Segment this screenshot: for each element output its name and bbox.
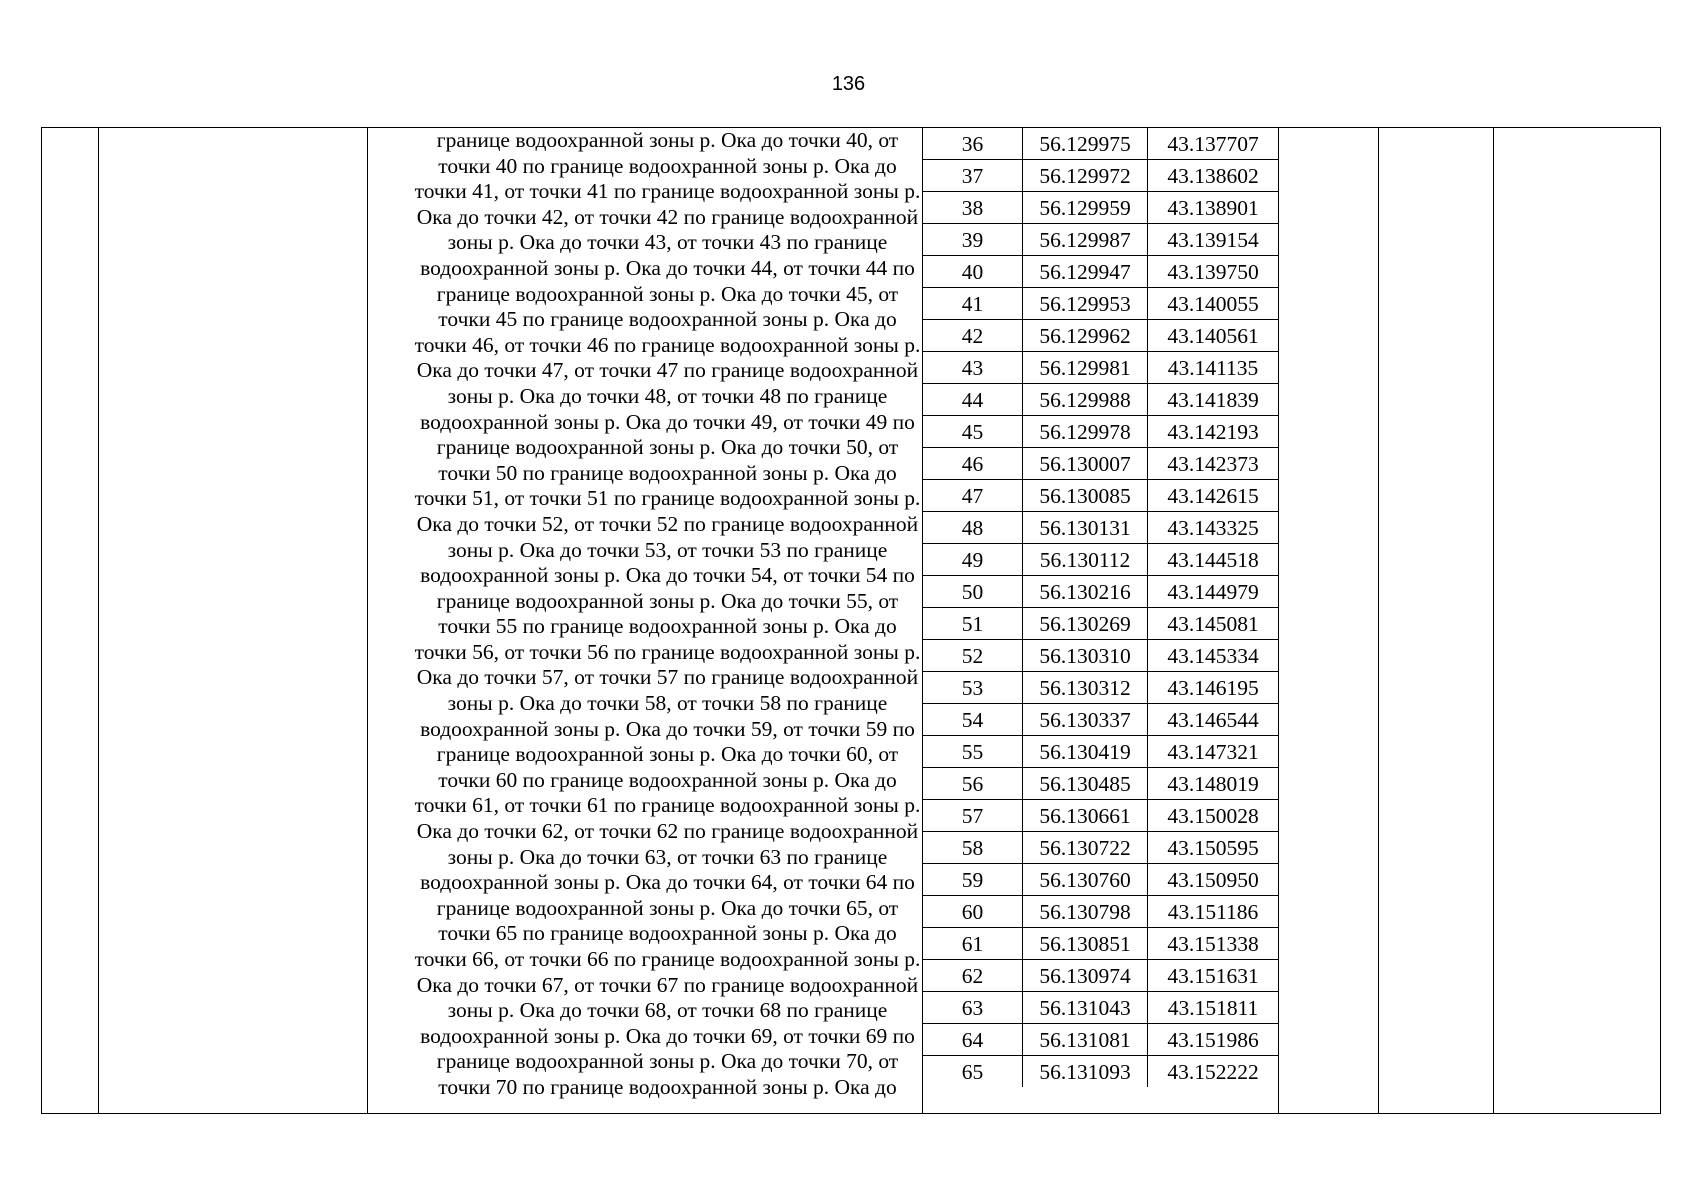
point-number-cell: 45 xyxy=(923,416,1023,448)
latitude-cell: 56.130760 xyxy=(1023,864,1148,896)
boundary-table xyxy=(41,127,1661,1114)
latitude-cell: 56.129953 xyxy=(1023,288,1148,320)
table-row xyxy=(923,736,1279,768)
point-number-cell: 65 xyxy=(923,1056,1023,1088)
description-line: водоохранной зоны р. Ока до точки 59, от точки 59 по xyxy=(420,716,915,741)
longitude-cell: 43.139154 xyxy=(1148,224,1279,256)
latitude-cell: 56.130310 xyxy=(1023,640,1148,672)
point-number-cell: 62 xyxy=(923,960,1023,992)
point-number-cell: 43 xyxy=(923,352,1023,384)
table-row xyxy=(923,640,1279,672)
table-row xyxy=(923,800,1279,832)
column-divider xyxy=(98,128,99,1113)
table-row xyxy=(923,704,1279,736)
point-number-cell: 50 xyxy=(923,576,1023,608)
longitude-cell: 43.140055 xyxy=(1148,288,1279,320)
longitude-cell: 43.145334 xyxy=(1148,640,1279,672)
description-line: точки 56, от точки 56 по границе водоохранной зоны р. xyxy=(414,639,921,664)
longitude-cell: 43.141839 xyxy=(1148,384,1279,416)
description-line: точки 50 по границе водоохранной зоны р. Ока до xyxy=(438,460,897,485)
boundary-description-cell xyxy=(370,128,965,1113)
longitude-cell: 43.151338 xyxy=(1148,928,1279,960)
point-number-cell: 61 xyxy=(923,928,1023,960)
latitude-cell: 56.130798 xyxy=(1023,896,1148,928)
table-row xyxy=(923,512,1279,544)
description-line: водоохранной зоны р. Ока до точки 44, от точки 44 по xyxy=(420,255,915,280)
point-number-cell: 47 xyxy=(923,480,1023,512)
description-line: зоны р. Ока до точки 53, от точки 53 по границе xyxy=(447,537,888,562)
description-line: границе водоохранной зоны р. Ока до точки 60, от xyxy=(436,742,899,767)
table-row xyxy=(923,608,1279,640)
latitude-cell: 56.130419 xyxy=(1023,736,1148,768)
longitude-cell: 43.138901 xyxy=(1148,192,1279,224)
point-number-cell: 51 xyxy=(923,608,1023,640)
table-row xyxy=(923,416,1279,448)
description-line: границе водоохранной зоны р. Ока до точки 55, от xyxy=(436,588,899,613)
description-line: границе водоохранной зоны р. Ока до точки 40, от xyxy=(436,128,899,152)
latitude-cell: 56.129975 xyxy=(1023,128,1148,160)
latitude-cell: 56.131081 xyxy=(1023,1024,1148,1056)
description-line: границе водоохранной зоны р. Ока до точки 70, от xyxy=(436,1049,899,1074)
table-row xyxy=(923,672,1279,704)
longitude-cell: 43.151986 xyxy=(1148,1024,1279,1056)
description-line: точки 46, от точки 46 по границе водоохранной зоны р. xyxy=(414,332,921,357)
point-number-cell: 53 xyxy=(923,672,1023,704)
latitude-cell: 56.130974 xyxy=(1023,960,1148,992)
table-row xyxy=(923,896,1279,928)
table-row xyxy=(923,192,1279,224)
description-line: Ока до точки 57, от точки 57 по границе водоохранной xyxy=(416,665,919,690)
table-row xyxy=(923,128,1279,160)
point-number-cell: 55 xyxy=(923,736,1023,768)
point-number-cell: 48 xyxy=(923,512,1023,544)
table-row xyxy=(923,224,1279,256)
description-line: точки 66, от точки 66 по границе водоохранной зоны р. xyxy=(414,947,921,971)
latitude-cell: 56.130216 xyxy=(1023,576,1148,608)
latitude-cell: 56.130007 xyxy=(1023,448,1148,480)
latitude-cell: 56.130269 xyxy=(1023,608,1148,640)
latitude-cell: 56.130312 xyxy=(1023,672,1148,704)
description-line: точки 61, от точки 61 по границе водоохранной зоны р. xyxy=(414,793,921,818)
latitude-cell: 56.131093 xyxy=(1023,1056,1148,1088)
description-line: границе водоохранной зоны р. Ока до точки 45, от xyxy=(436,281,899,306)
longitude-cell: 43.139750 xyxy=(1148,256,1279,288)
longitude-cell: 43.151186 xyxy=(1148,896,1279,928)
longitude-cell: 43.144979 xyxy=(1148,576,1279,608)
latitude-cell: 56.129987 xyxy=(1023,224,1148,256)
description-line: Ока до точки 62, от точки 62 по границе водоохранной xyxy=(416,819,919,844)
latitude-cell: 56.129978 xyxy=(1023,416,1148,448)
point-number-cell: 49 xyxy=(923,544,1023,576)
description-line: зоны р. Ока до точки 68, от точки 68 по границе xyxy=(447,998,888,1023)
latitude-cell: 56.130851 xyxy=(1023,928,1148,960)
table-row xyxy=(923,768,1279,800)
table-row xyxy=(923,352,1279,384)
latitude-cell: 56.130112 xyxy=(1023,544,1148,576)
table-row xyxy=(923,256,1279,288)
description-line: точки 60 по границе водоохранной зоны р. Ока до xyxy=(438,767,897,792)
latitude-cell: 56.129947 xyxy=(1023,256,1148,288)
description-line: зоны р. Ока до точки 58, от точки 58 по границе xyxy=(447,691,888,716)
table-row xyxy=(923,960,1279,992)
longitude-cell: 43.146544 xyxy=(1148,704,1279,736)
description-line: зоны р. Ока до точки 48, от точки 48 по границе xyxy=(447,383,888,408)
table-row xyxy=(923,576,1279,608)
point-number-cell: 59 xyxy=(923,864,1023,896)
longitude-cell: 43.142193 xyxy=(1148,416,1279,448)
table-row xyxy=(923,864,1279,896)
latitude-cell: 56.130722 xyxy=(1023,832,1148,864)
description-line: водоохранной зоны р. Ока до точки 54, от точки 54 по xyxy=(420,563,915,588)
point-number-cell: 42 xyxy=(923,320,1023,352)
latitude-cell: 56.130085 xyxy=(1023,480,1148,512)
point-number-cell: 41 xyxy=(923,288,1023,320)
longitude-cell: 43.150950 xyxy=(1148,864,1279,896)
table-row xyxy=(923,992,1279,1024)
longitude-cell: 43.146195 xyxy=(1148,672,1279,704)
description-line: точки 51, от точки 51 по границе водоохранной зоны р. xyxy=(414,486,921,511)
longitude-cell: 43.145081 xyxy=(1148,608,1279,640)
point-number-cell: 37 xyxy=(923,160,1023,192)
description-line: водоохранной зоны р. Ока до точки 69, от точки 69 по xyxy=(420,1023,915,1048)
table-row xyxy=(923,544,1279,576)
longitude-cell: 43.144518 xyxy=(1148,544,1279,576)
description-line: Ока до точки 47, от точки 47 по границе водоохранной xyxy=(416,358,919,383)
coordinates-table xyxy=(923,128,1279,1087)
latitude-cell: 56.129972 xyxy=(1023,160,1148,192)
longitude-cell: 43.138602 xyxy=(1148,160,1279,192)
point-number-cell: 58 xyxy=(923,832,1023,864)
latitude-cell: 56.129959 xyxy=(1023,192,1148,224)
longitude-cell: 43.150028 xyxy=(1148,800,1279,832)
column-divider xyxy=(1378,128,1379,1113)
description-line: точки 70 по границе водоохранной зоны р. Ока до xyxy=(438,1074,897,1099)
table-row xyxy=(923,448,1279,480)
description-line: Ока до точки 42, от точки 42 по границе водоохранной xyxy=(416,204,919,229)
description-line: точки 65 по границе водоохранной зоны р. Ока до xyxy=(438,921,897,946)
page-number: 136 xyxy=(831,73,866,95)
point-number-cell: 38 xyxy=(923,192,1023,224)
latitude-cell: 56.130661 xyxy=(1023,800,1148,832)
latitude-cell: 56.130131 xyxy=(1023,512,1148,544)
latitude-cell: 56.130337 xyxy=(1023,704,1148,736)
longitude-cell: 43.142373 xyxy=(1148,448,1279,480)
longitude-cell: 43.147321 xyxy=(1148,736,1279,768)
latitude-cell: 56.131043 xyxy=(1023,992,1148,1024)
description-line: зоны р. Ока до точки 43, от точки 43 по границе xyxy=(447,230,888,255)
table-row xyxy=(923,480,1279,512)
longitude-cell: 43.152222 xyxy=(1148,1056,1279,1088)
column-divider xyxy=(1493,128,1494,1113)
column-divider xyxy=(367,128,368,1113)
description-line: границе водоохранной зоны р. Ока до точки 65, от xyxy=(436,895,899,920)
point-number-cell: 57 xyxy=(923,800,1023,832)
table-row xyxy=(923,928,1279,960)
latitude-cell: 56.129962 xyxy=(1023,320,1148,352)
description-line: водоохранной зоны р. Ока до точки 64, от точки 64 по xyxy=(420,870,915,895)
table-row xyxy=(923,1024,1279,1056)
table-row xyxy=(923,1056,1279,1088)
longitude-cell: 43.142615 xyxy=(1148,480,1279,512)
longitude-cell: 43.137707 xyxy=(1148,128,1279,160)
longitude-cell: 43.150595 xyxy=(1148,832,1279,864)
description-line: водоохранной зоны р. Ока до точки 49, от точки 49 по xyxy=(420,409,915,434)
latitude-cell: 56.130485 xyxy=(1023,768,1148,800)
point-number-cell: 46 xyxy=(923,448,1023,480)
description-line: границе водоохранной зоны р. Ока до точки 50, от xyxy=(436,435,899,460)
description-line: точки 55 по границе водоохранной зоны р. Ока до xyxy=(438,614,897,639)
table-row xyxy=(923,160,1279,192)
description-line: точки 41, от точки 41 по границе водоохранной зоны р. xyxy=(414,179,921,204)
latitude-cell: 56.129981 xyxy=(1023,352,1148,384)
table-row xyxy=(923,288,1279,320)
longitude-cell: 43.151811 xyxy=(1148,992,1279,1024)
point-number-cell: 54 xyxy=(923,704,1023,736)
description-line: Ока до точки 67, от точки 67 по границе водоохранной xyxy=(416,972,919,997)
description-line: зоны р. Ока до точки 63, от точки 63 по границе xyxy=(447,844,888,869)
point-number-cell: 44 xyxy=(923,384,1023,416)
table-row xyxy=(923,384,1279,416)
longitude-cell: 43.140561 xyxy=(1148,320,1279,352)
description-line: Ока до точки 52, от точки 52 по границе водоохранной xyxy=(416,511,919,536)
point-number-cell: 36 xyxy=(923,128,1023,160)
point-number-cell: 60 xyxy=(923,896,1023,928)
point-number-cell: 56 xyxy=(923,768,1023,800)
longitude-cell: 43.143325 xyxy=(1148,512,1279,544)
point-number-cell: 40 xyxy=(923,256,1023,288)
table-row xyxy=(923,832,1279,864)
description-line: точки 40 по границе водоохранной зоны р. Ока до xyxy=(438,153,897,178)
longitude-cell: 43.148019 xyxy=(1148,768,1279,800)
longitude-cell: 43.151631 xyxy=(1148,960,1279,992)
latitude-cell: 56.129988 xyxy=(1023,384,1148,416)
point-number-cell: 39 xyxy=(923,224,1023,256)
description-line: точки 45 по границе водоохранной зоны р. Ока до xyxy=(438,307,897,332)
point-number-cell: 64 xyxy=(923,1024,1023,1056)
table-row xyxy=(923,320,1279,352)
point-number-cell: 52 xyxy=(923,640,1023,672)
longitude-cell: 43.141135 xyxy=(1148,352,1279,384)
point-number-cell: 63 xyxy=(923,992,1023,1024)
